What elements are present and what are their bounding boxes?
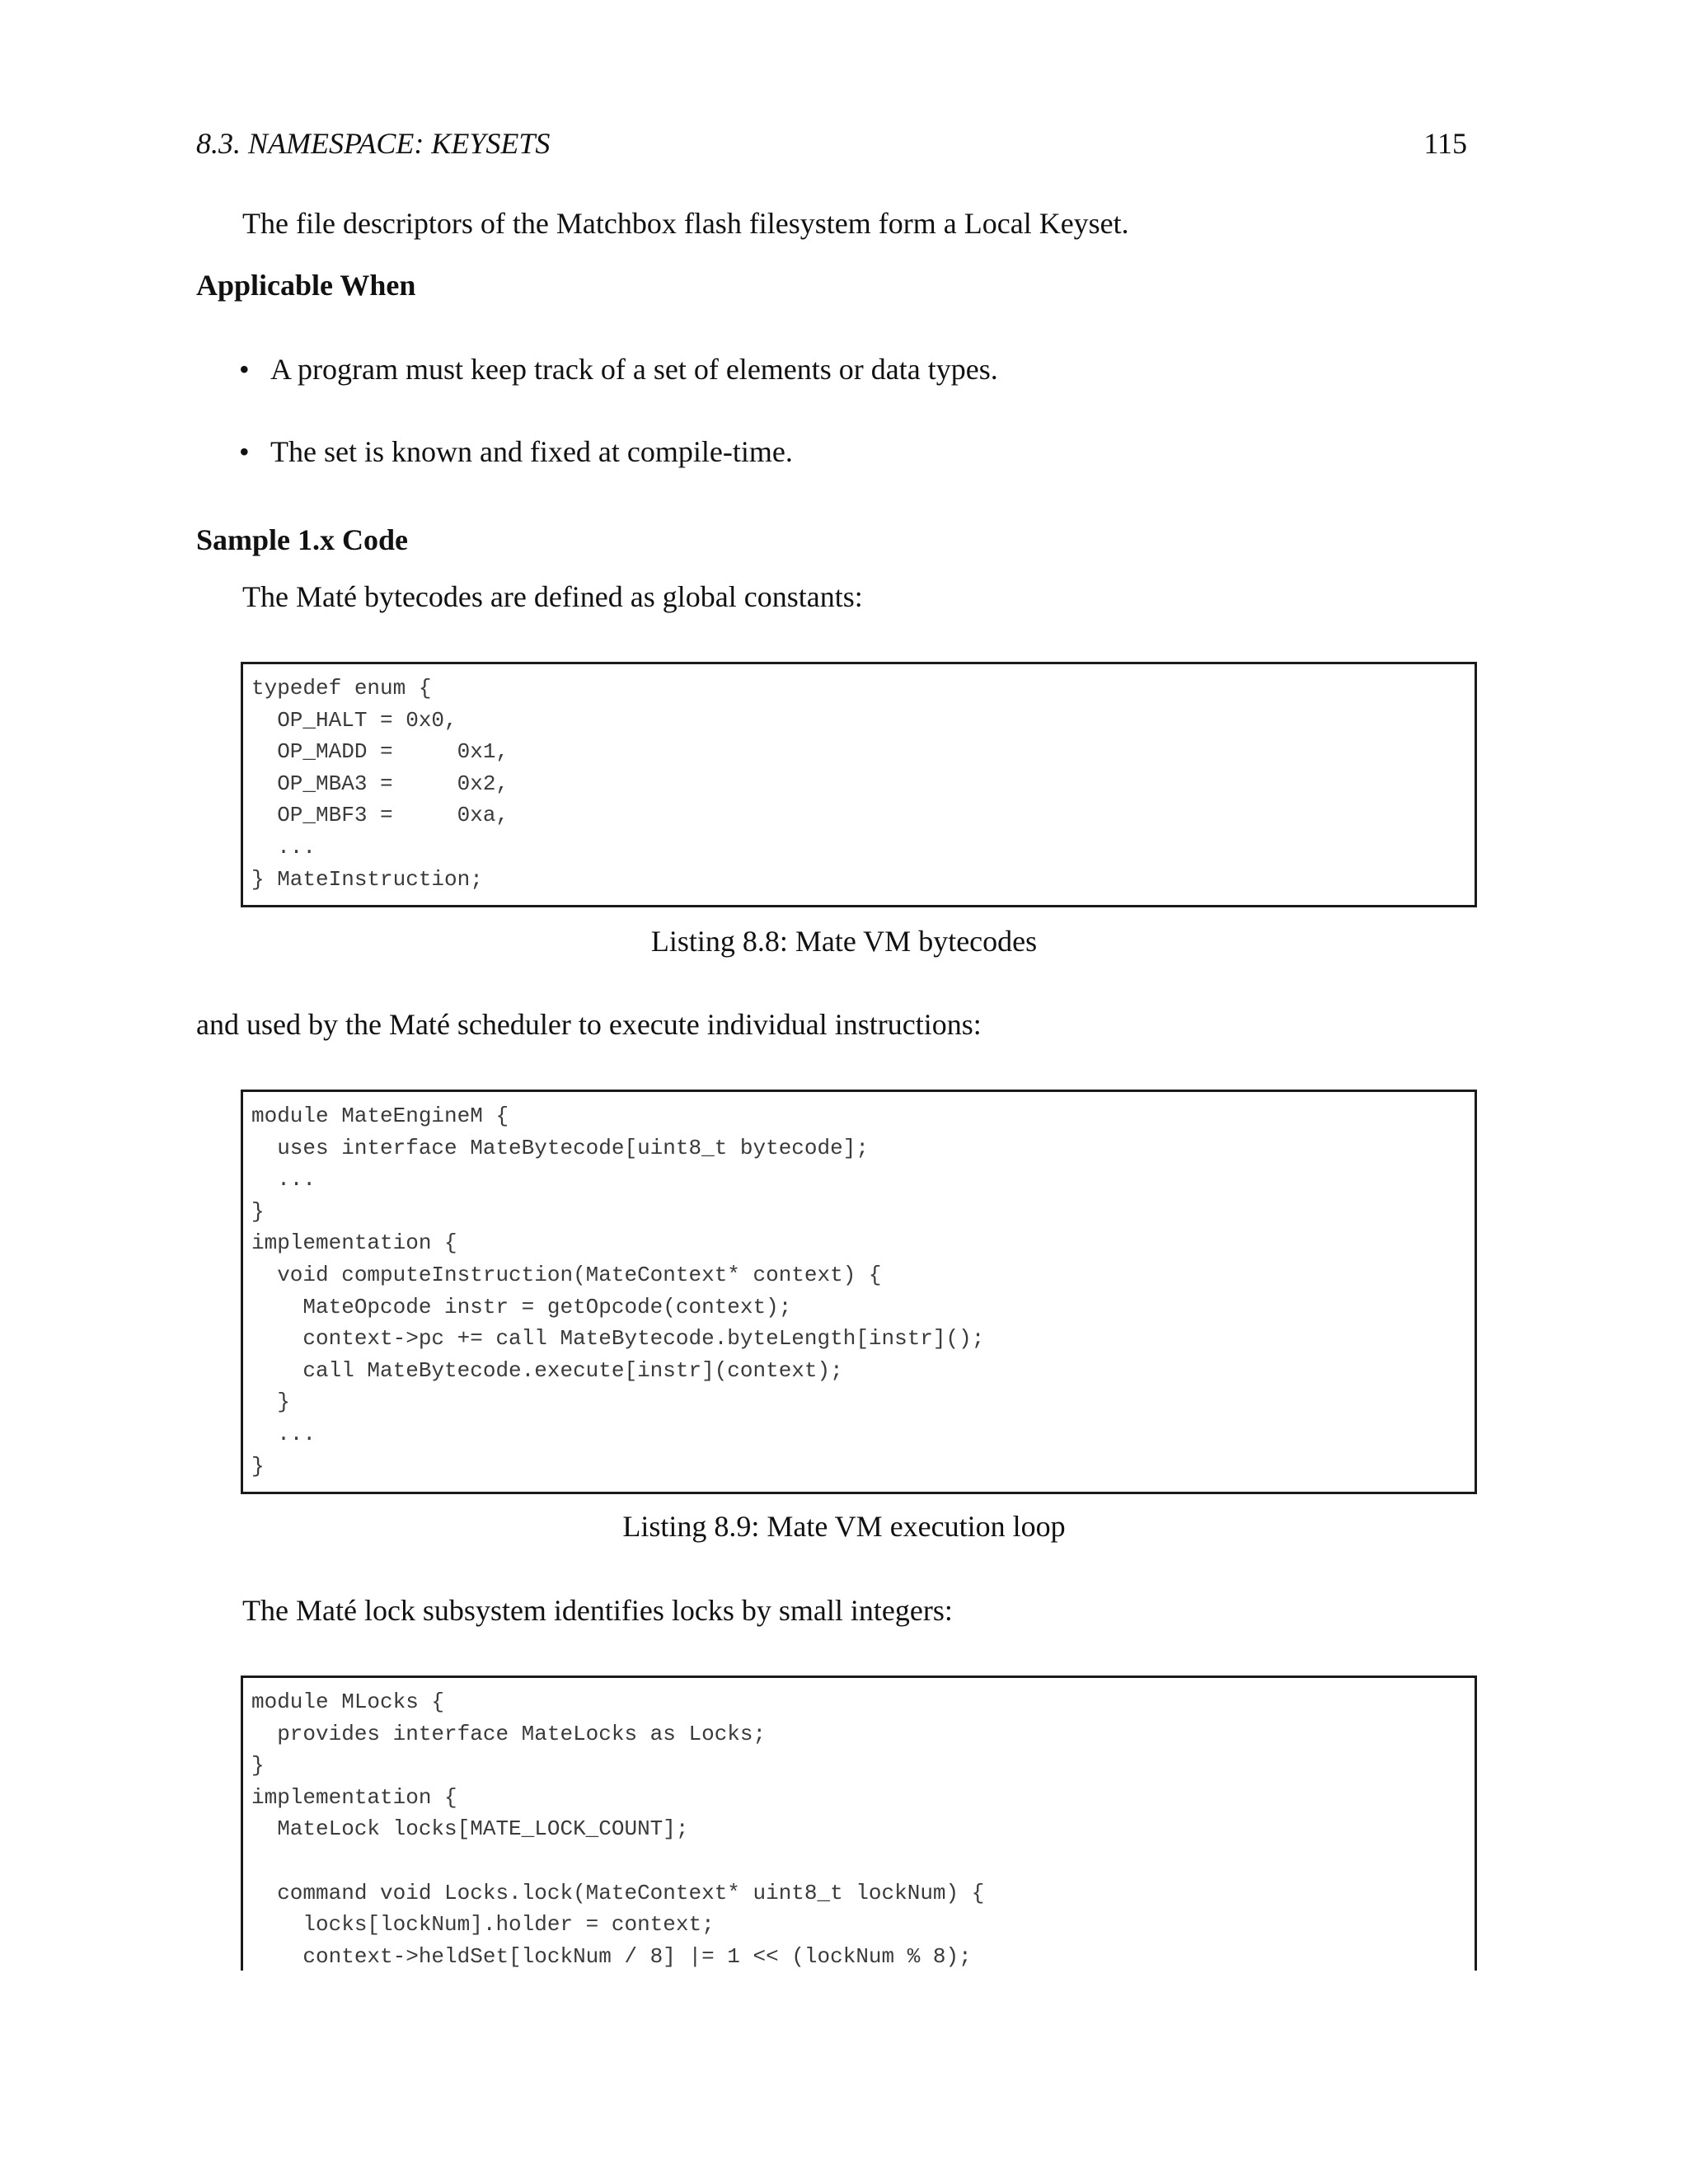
- list-item: The set is known and fixed at compile-time.: [270, 435, 793, 468]
- sample-intro-paragraph: The Maté bytecodes are defined as global constants:: [242, 580, 863, 613]
- intro-paragraph: The file descriptors of the Matchbox flash filesystem form a Local Keyset.: [242, 207, 1129, 240]
- lock-paragraph: The Maté lock subsystem identifies locks by small integers:: [242, 1594, 953, 1627]
- listing-8-8-box: [241, 662, 1477, 907]
- applicable-when-heading: Applicable When: [196, 269, 416, 302]
- listing-8-9-code: module MateEngineM { uses interface MateBytecode[uint8_t bytecode]; ... } implementation { void computeInstruction(MateContext* context) { MateOpcode instr = getOpcode(context); context->pc += call MateBytecode.byteLength[instr](); call MateBytecode.execute[instr](context); } ... }: [251, 1104, 985, 1479]
- list-item: A program must keep track of a set of elements or data types.: [270, 353, 998, 386]
- listing-8-9-box: [241, 1090, 1477, 1494]
- listing-8-8-code: typedef enum { OP_HALT = 0x0, OP_MADD = 0x1, OP_MBA3 = 0x2, OP_MBF3 = 0xa, ... } MateInstruction;: [251, 676, 509, 892]
- listing-locks-box: [241, 1675, 1477, 1971]
- page-number: 115: [1423, 127, 1467, 160]
- listing-locks-code: module MLocks { provides interface MateLocks as Locks; } implementation { MateLock locks[MATE_LOCK_COUNT]; command void Locks.lock(MateContext* uint8_t lockNum) { locks[lockNum].holder = context; context->heldSet[lockNum / 8] |= 1 << (lockNum % 8);: [251, 1690, 985, 1969]
- running-header-section: 8.3. NAMESPACE: KEYSETS: [196, 127, 551, 160]
- listing-8-8-caption: Listing 8.8: Mate VM bytecodes: [650, 925, 1038, 958]
- scheduler-paragraph: and used by the Maté scheduler to execute individual instructions:: [196, 1008, 982, 1041]
- bullet-icon: •: [239, 435, 250, 468]
- bullet-icon: •: [239, 353, 250, 386]
- sample-code-heading: Sample 1.x Code: [196, 523, 409, 556]
- listing-8-9-caption: Listing 8.9: Mate VM execution loop: [622, 1510, 1066, 1543]
